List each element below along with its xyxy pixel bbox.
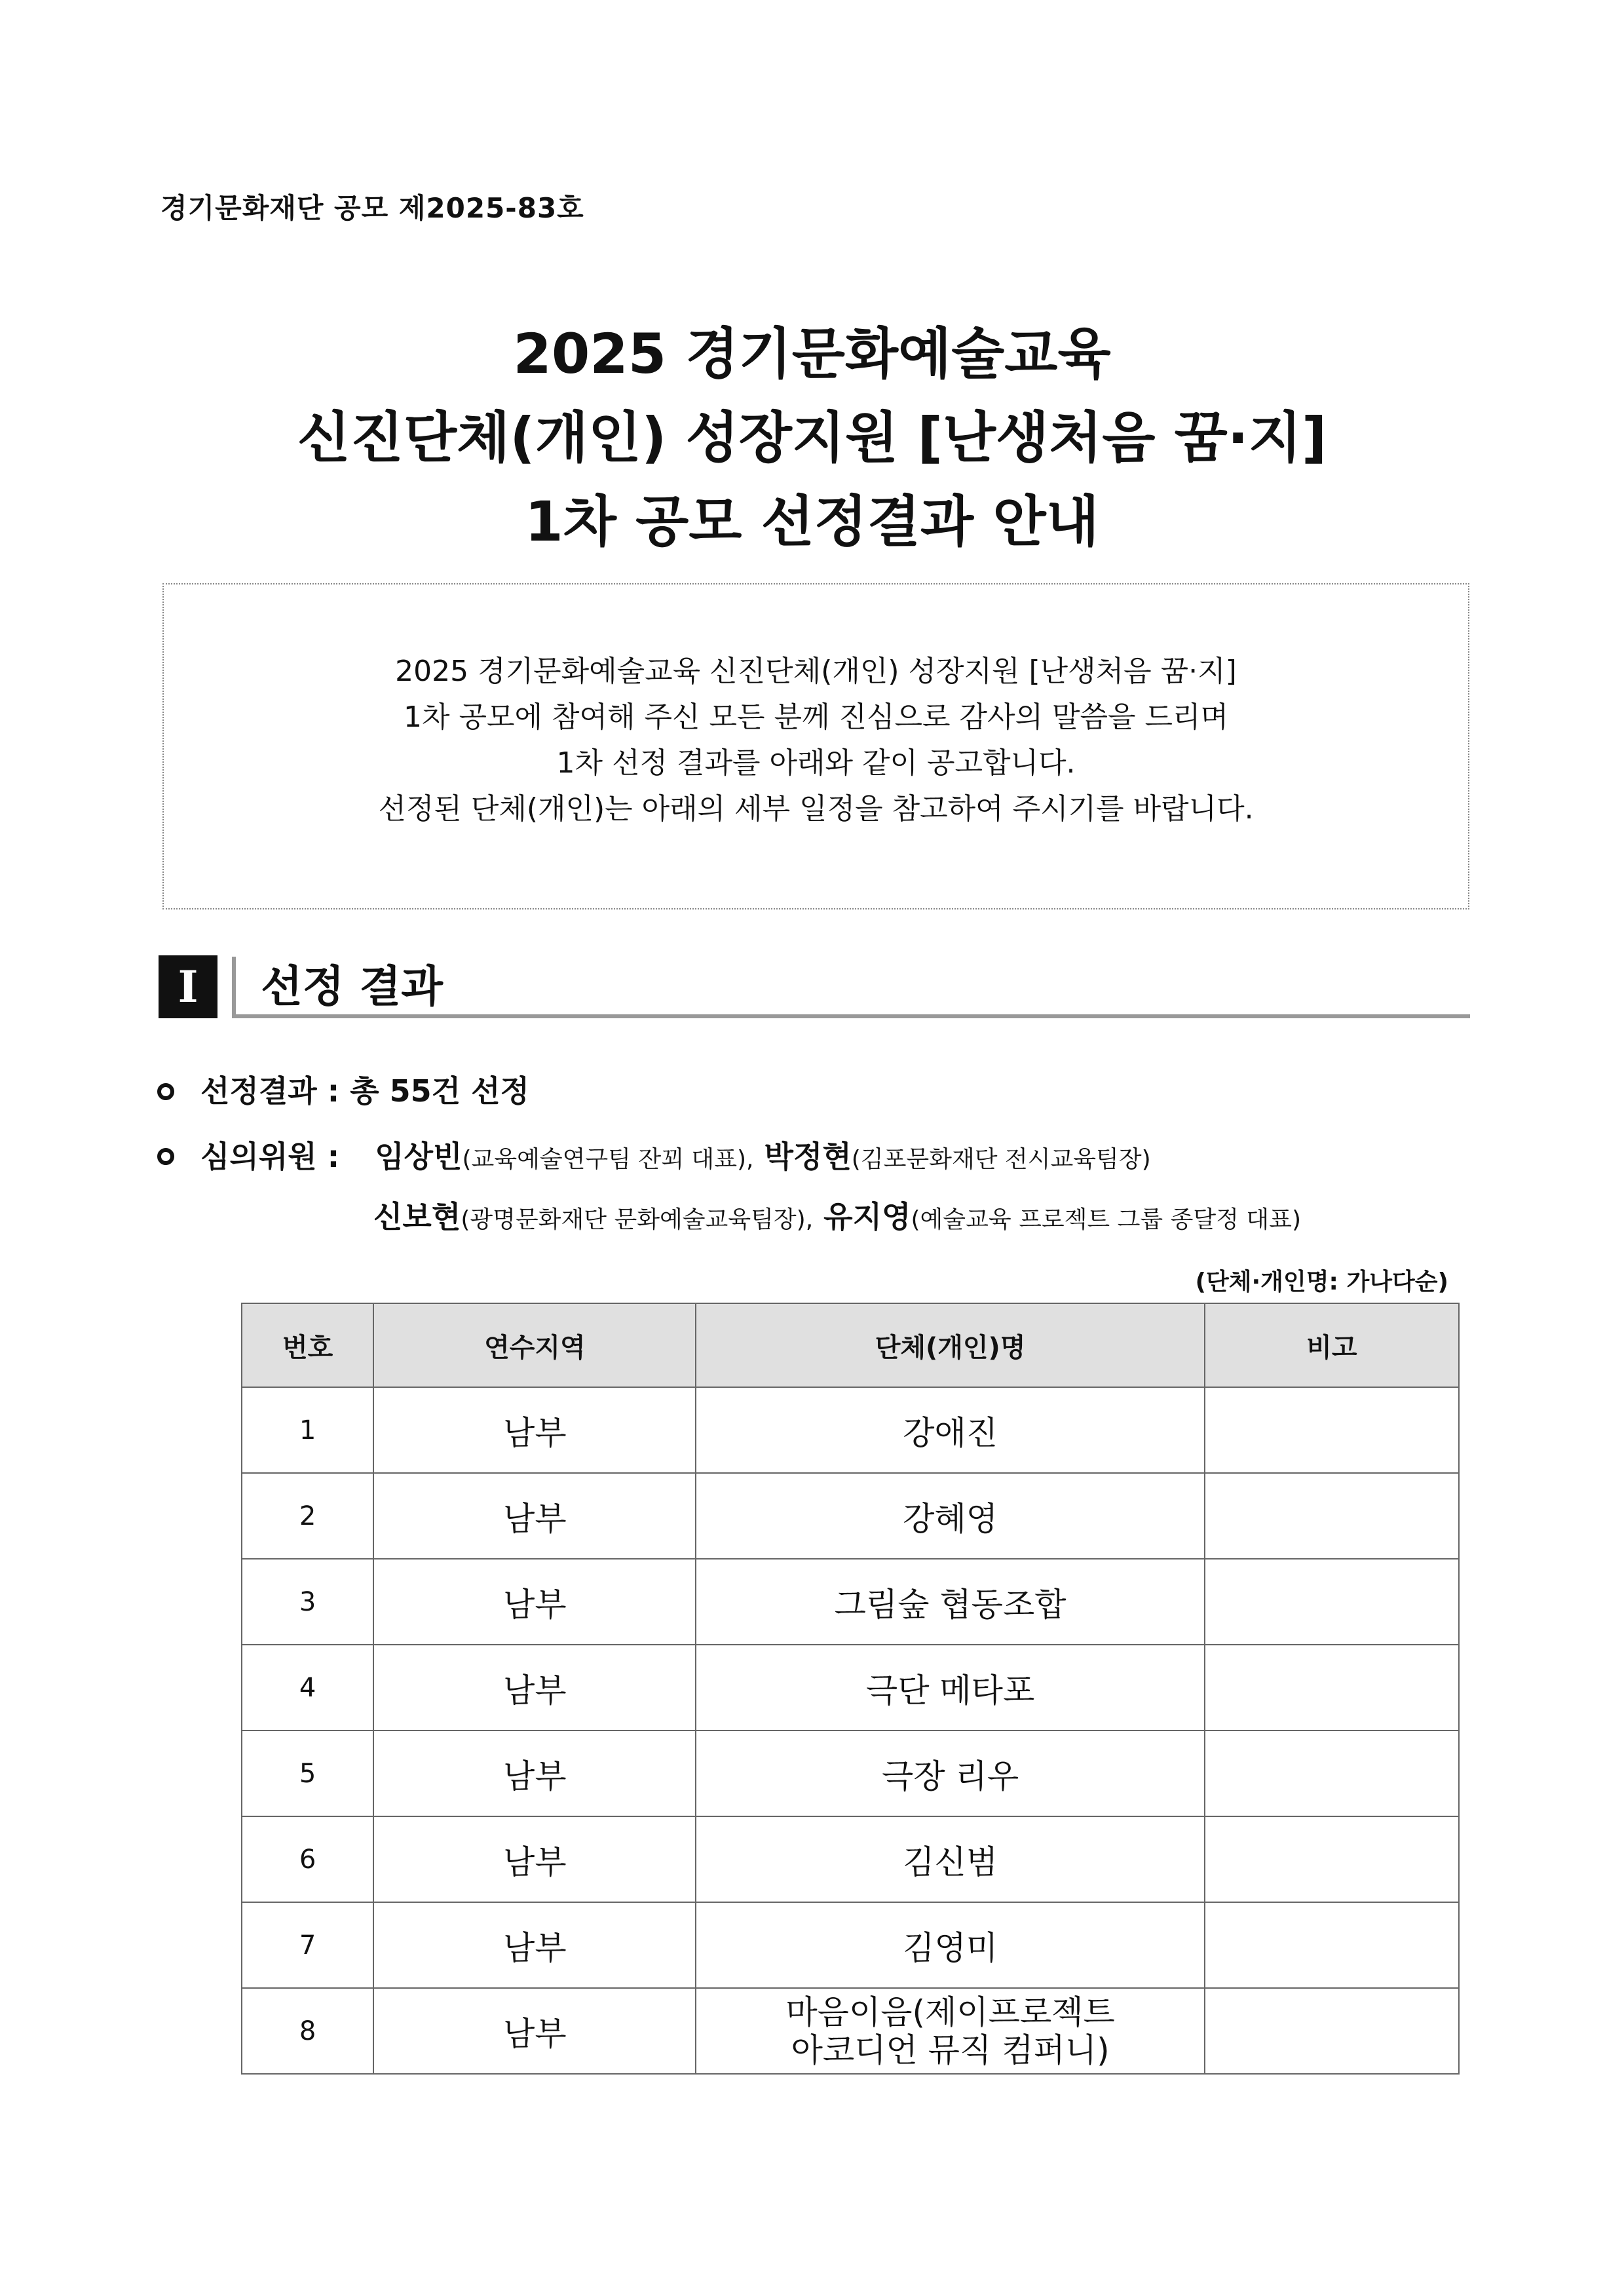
header-region: 연수지역 (373, 1303, 696, 1387)
cell-note (1205, 1387, 1459, 1473)
intro-line-1: 2025 경기문화예술교육 신진단체(개인) 성장지원 [난생처음 꿈·지] (395, 655, 1237, 688)
committee-member-affiliation: (예술교육 프로젝트 그룹 종달정 대표) (911, 1206, 1301, 1233)
cell-region: 남부 (373, 1387, 696, 1473)
intro-line-2: 1차 공모에 참여해 주신 모든 분께 진심으로 감사의 말씀을 드리며 (404, 700, 1228, 734)
section-title: 선정 결과 (261, 961, 444, 1012)
header-number: 번호 (242, 1303, 373, 1387)
cell-note (1205, 1816, 1459, 1902)
cell-region: 남부 (373, 1902, 696, 1988)
cell-note (1205, 1559, 1459, 1645)
header-name: 단체(개인)명 (696, 1303, 1204, 1387)
cell-number: 8 (242, 1988, 373, 2074)
title-line-2: 신진단체(개인) 성장지원 [난생처음 꿈·지] (297, 406, 1327, 470)
cell-name: 강애진 (696, 1387, 1204, 1473)
cell-region: 남부 (373, 1559, 696, 1645)
intro-line-3: 1차 선정 결과를 아래와 같이 공고합니다. (556, 746, 1076, 780)
committee-line-2 (373, 1194, 1301, 1243)
table-row (242, 1731, 1459, 1816)
section-underline (232, 1014, 1470, 1018)
title-line-3: 1차 공모 선정결과 안내 (525, 489, 1099, 554)
cell-number: 2 (242, 1473, 373, 1559)
intro-line-4: 선정된 단체(개인)는 아래의 세부 일정을 참고하여 주시기를 바랍니다. (378, 792, 1254, 826)
cell-note (1205, 1473, 1459, 1559)
cell-note (1205, 1988, 1459, 2074)
cell-name: 김신범 (696, 1816, 1204, 1902)
cell-region: 남부 (373, 1816, 696, 1902)
table-row (242, 1387, 1459, 1473)
cell-note (1205, 1645, 1459, 1731)
table-row (242, 1902, 1459, 1988)
committee-member-name: 임상빈 (375, 1139, 463, 1174)
circle-bullet-icon (157, 1083, 174, 1100)
selection-results-table (241, 1303, 1460, 2075)
table-row (242, 1559, 1459, 1645)
cell-region: 남부 (373, 1473, 696, 1559)
table-row (242, 1816, 1459, 1902)
circle-bullet-icon (157, 1148, 174, 1165)
table-row (242, 1473, 1459, 1559)
committee-member-affiliation: (광명문화재단 문화예술교육팀장), (461, 1206, 814, 1233)
cell-number: 3 (242, 1559, 373, 1645)
table-row (242, 1645, 1459, 1731)
cell-number: 4 (242, 1645, 373, 1731)
sort-order-note: (단체·개인명: 가나다순) (1195, 1269, 1448, 1295)
cell-name-line-2: 아코디언 뮤직 컴퍼니) (791, 2031, 1110, 2069)
committee-member-name: 유지영 (823, 1199, 911, 1234)
cell-number: 1 (242, 1387, 373, 1473)
cell-region: 남부 (373, 1731, 696, 1816)
committee-label: 심의위원 : (200, 1139, 340, 1174)
cell-region: 남부 (373, 1645, 696, 1731)
header-note: 비고 (1205, 1303, 1459, 1387)
cell-name: 극장 리우 (696, 1731, 1204, 1816)
table-header-row (242, 1303, 1459, 1387)
cell-note (1205, 1902, 1459, 1988)
cell-name-line-1: 마음이음(제이프로젝트 (785, 1993, 1115, 2031)
cell-note (1205, 1731, 1459, 1816)
cell-number: 7 (242, 1902, 373, 1988)
committee-member-name: 박정현 (764, 1139, 852, 1174)
committee-line-1 (200, 1134, 1151, 1183)
committee-member-affiliation: (교육예술연구팀 잔꾀 대표), (462, 1146, 754, 1173)
committee-member-affiliation: (김포문화재단 전시교육팀장) (851, 1146, 1151, 1173)
cell-number: 5 (242, 1731, 373, 1816)
notice-number: 경기문화재단 공모 제2025-83호 (161, 192, 584, 224)
cell-name: 강혜영 (696, 1473, 1204, 1559)
cell-number: 6 (242, 1816, 373, 1902)
committee-member-name: 신보현 (373, 1199, 461, 1234)
table-row (242, 1988, 1459, 2074)
selection-result-line: 선정결과 : 총 55건 선정 (200, 1073, 529, 1109)
cell-region: 남부 (373, 1988, 696, 2074)
title-line-1: 2025 경기문화예술교육 (513, 322, 1111, 386)
cell-name: 그림숲 협동조합 (696, 1559, 1204, 1645)
cell-name: 김영미 (696, 1902, 1204, 1988)
section-divider-bar (232, 957, 236, 1017)
intro-box (162, 583, 1469, 909)
cell-name: 극단 메타포 (696, 1645, 1204, 1731)
section-number-badge: I (159, 955, 217, 1018)
cell-name (696, 1988, 1204, 2074)
